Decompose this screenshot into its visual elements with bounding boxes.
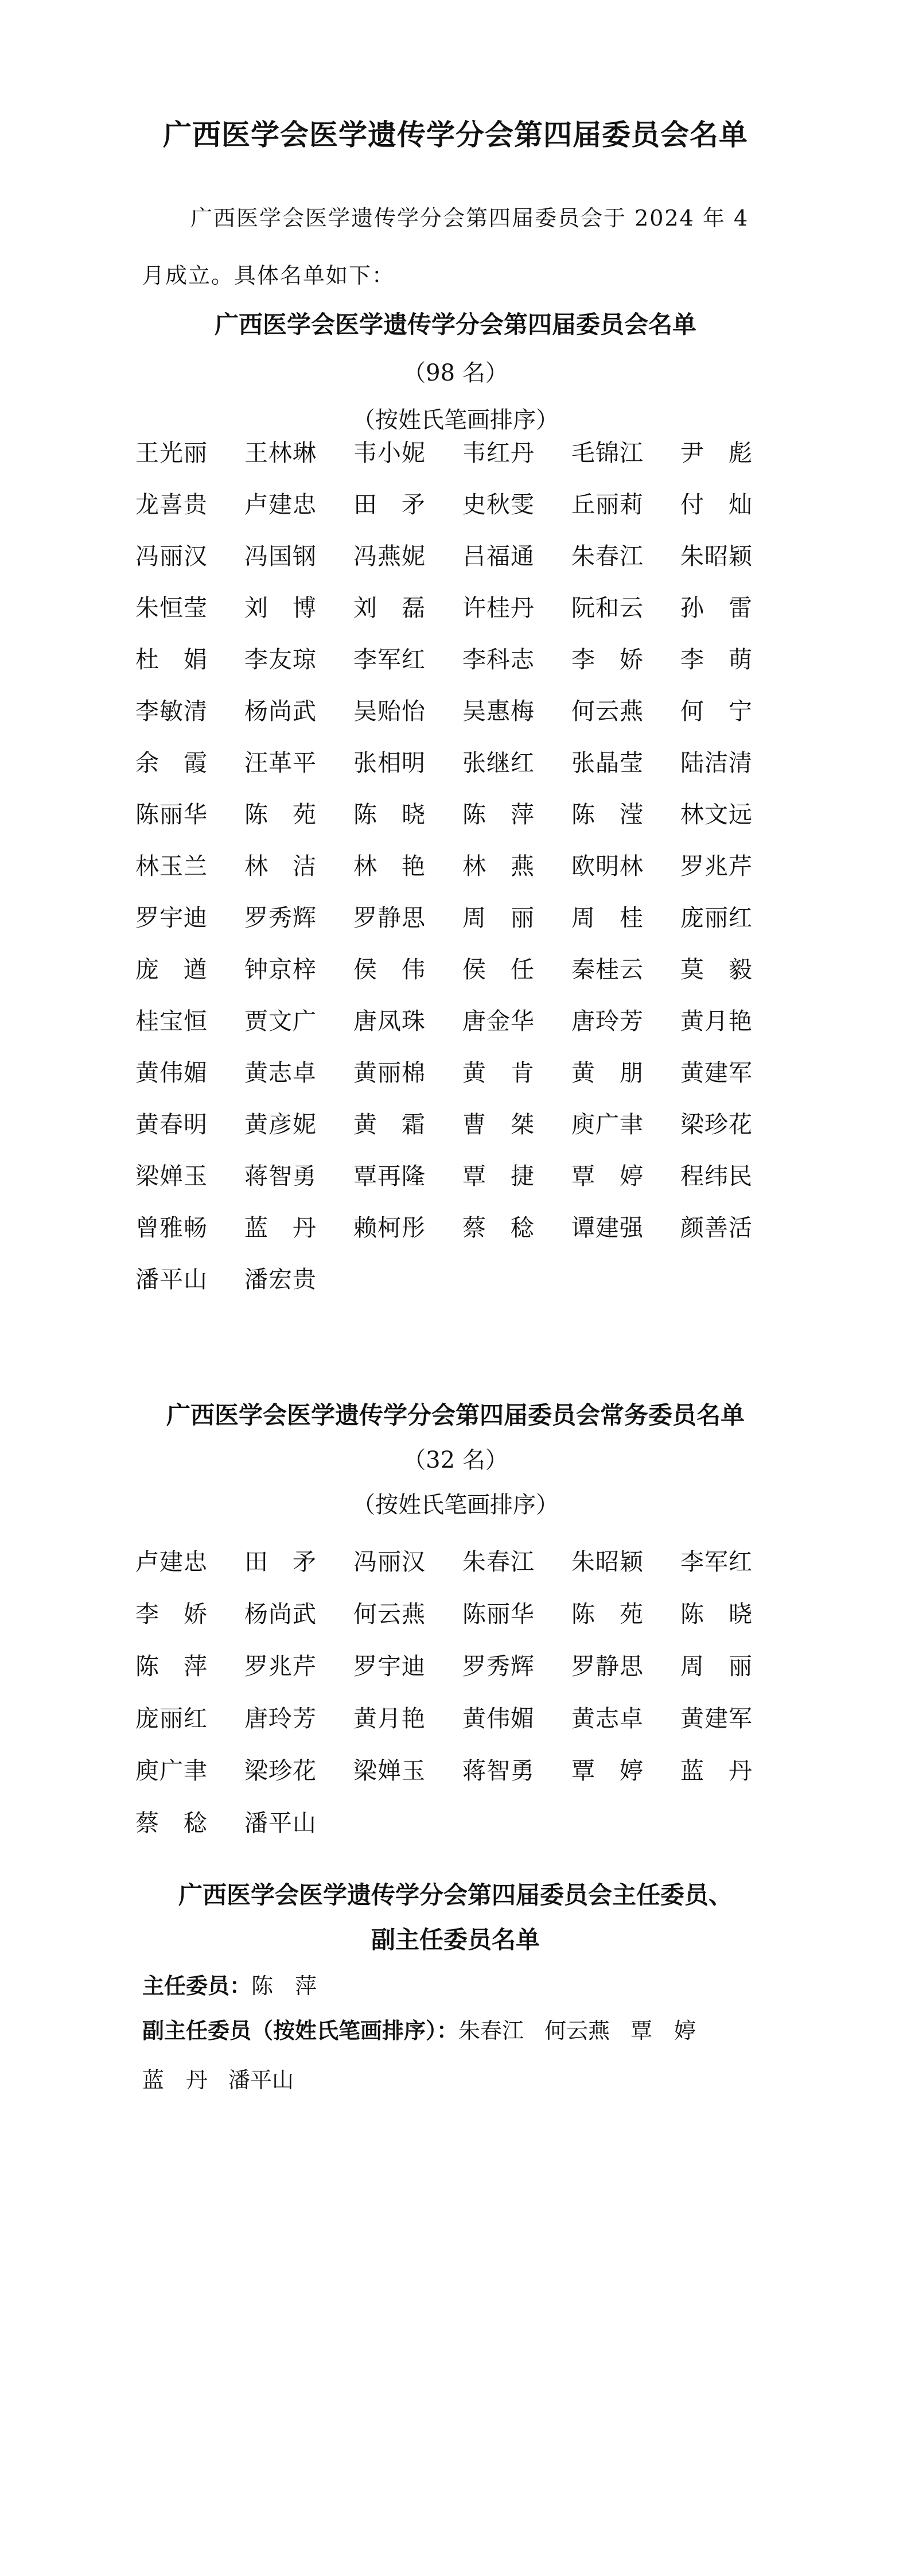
vice-chair-line-2	[142, 2063, 785, 2097]
member-name: 覃 捷	[462, 1162, 535, 1190]
member-name: 庞丽红	[135, 1705, 208, 1732]
member-name: 蓝 丹	[680, 1757, 753, 1784]
member-name: 唐玲芳	[571, 1007, 644, 1035]
member-name: 贾文广	[244, 1007, 317, 1035]
member-name: 黄月艳	[680, 1007, 753, 1035]
member-name: 何云燕	[353, 1600, 426, 1628]
member-name: 唐金华	[462, 1007, 535, 1035]
member-name: 陈 苑	[244, 800, 317, 828]
member-name: 黄建军	[680, 1705, 753, 1732]
member-name: 吕福通	[462, 542, 535, 570]
members-count: （98 名）	[403, 360, 508, 386]
member-name: 杜 娟	[135, 645, 208, 673]
member-name: 黄伟媚	[462, 1705, 535, 1732]
vice-chair-line	[142, 2014, 785, 2048]
member-name: 罗秀辉	[462, 1652, 535, 1680]
member-name: 颜善活	[680, 1213, 753, 1242]
standing-order-note: （按姓氏笔画排序）	[352, 1492, 559, 1518]
member-name: 庾广聿	[135, 1757, 208, 1784]
vice-chair-name: 何云燕	[544, 2018, 610, 2043]
member-name: 林 燕	[462, 852, 535, 880]
member-name: 陈 晓	[680, 1600, 753, 1628]
member-name: 周 桂	[571, 903, 644, 932]
member-name: 罗宇迪	[135, 903, 208, 932]
member-name: 杨尚武	[244, 697, 317, 725]
member-name: 韦红丹	[462, 439, 535, 467]
member-name: 覃 婷	[571, 1162, 644, 1190]
member-name: 梁珍花	[680, 1110, 753, 1138]
member-name: 张相明	[353, 748, 426, 777]
member-name: 覃再隆	[353, 1162, 426, 1190]
vice-chair-name: 潘平山	[228, 2067, 294, 2093]
member-name: 陈 晓	[353, 800, 426, 828]
member-name: 许桂丹	[462, 593, 535, 622]
vice-chair-name: 覃 婷	[630, 2018, 696, 2043]
member-name: 黄 霜	[353, 1110, 426, 1138]
member-name: 余 霞	[135, 748, 208, 777]
member-name: 李 萌	[680, 645, 753, 673]
standing-name-grid	[135, 1534, 778, 1847]
vice-chair-label: 副主任委员（按姓氏笔画排序）：	[142, 2018, 459, 2043]
member-name: 曾雅畅	[135, 1213, 208, 1242]
chair-line	[142, 1969, 785, 2003]
member-name: 阮和云	[571, 593, 644, 622]
member-name: 陈 萍	[135, 1652, 208, 1680]
member-name: 李军红	[680, 1548, 753, 1576]
member-name: 黄 肯	[462, 1058, 535, 1087]
member-name: 庾广聿	[571, 1110, 644, 1138]
member-name: 李 娇	[135, 1600, 208, 1628]
member-name: 蔡 稔	[135, 1809, 208, 1837]
member-name: 林玉兰	[135, 852, 208, 880]
member-name: 唐玲芳	[244, 1705, 317, 1732]
member-name: 丘丽莉	[571, 490, 644, 518]
member-name: 蒋智勇	[462, 1757, 535, 1784]
member-name: 李 娇	[571, 645, 644, 673]
vice-chair-name: 朱春江	[458, 2018, 524, 2043]
member-name: 李敏清	[135, 697, 208, 725]
member-name: 朱昭颖	[680, 542, 753, 570]
member-name: 秦桂云	[571, 955, 644, 983]
member-name: 罗宇迪	[353, 1652, 426, 1680]
member-name: 桂宝恒	[135, 1007, 208, 1035]
leadership-title-line2: 副主任委员名单	[371, 1926, 540, 1954]
member-name: 罗秀辉	[244, 903, 317, 932]
member-name: 何 宁	[680, 697, 753, 725]
member-name: 蓝 丹	[244, 1213, 317, 1242]
member-name: 田 矛	[244, 1548, 317, 1576]
member-name: 程纬民	[680, 1162, 753, 1190]
page-title: 广西医学会医学遗传学分会第四届委员会名单	[163, 118, 748, 152]
member-name: 钟京梓	[244, 955, 317, 983]
member-name: 蒋智勇	[244, 1162, 317, 1190]
member-name: 林文远	[680, 800, 753, 828]
standing-count: （32 名）	[403, 1447, 508, 1473]
member-name: 罗兆芹	[680, 852, 753, 880]
intro-paragraph: 广西医学会医学遗传学分会第四届委员会于 2024 年 4 月成立。具体名单如下：	[142, 205, 749, 288]
member-name: 潘平山	[244, 1809, 317, 1837]
member-name: 黄伟媚	[135, 1058, 208, 1087]
member-name: 冯燕妮	[353, 542, 426, 570]
member-name: 潘平山	[135, 1265, 208, 1293]
member-name: 刘 磊	[353, 593, 426, 622]
member-name: 梁婵玉	[135, 1162, 208, 1190]
member-name: 林 洁	[244, 852, 317, 880]
member-name: 王林琳	[244, 439, 317, 467]
member-name: 梁婵玉	[353, 1757, 426, 1784]
member-name: 罗兆芹	[244, 1652, 317, 1680]
member-name: 尹 彪	[680, 439, 753, 467]
member-name: 毛锦江	[571, 439, 644, 467]
chair-name: 陈 萍	[251, 1973, 317, 1999]
member-name: 黄春明	[135, 1110, 208, 1138]
member-name: 杨尚武	[244, 1600, 317, 1628]
member-name: 潘宏贵	[244, 1265, 317, 1293]
member-name: 吴惠梅	[462, 697, 535, 725]
leadership-title-line1: 广西医学会医学遗传学分会第四届委员会主任委员、	[178, 1881, 733, 1909]
member-name: 陈丽华	[462, 1600, 535, 1628]
member-name: 冯丽汉	[135, 542, 208, 570]
member-name: 刘 博	[244, 593, 317, 622]
member-name: 韦小妮	[353, 439, 426, 467]
member-name: 侯 伟	[353, 955, 426, 983]
members-order-note: （按姓氏笔画排序）	[352, 407, 559, 433]
member-name: 史秋雯	[462, 490, 535, 518]
member-name: 黄月艳	[353, 1705, 426, 1732]
member-name: 黄建军	[680, 1058, 753, 1087]
member-name: 蔡 稔	[462, 1213, 535, 1242]
member-name: 龙喜贵	[135, 490, 208, 518]
member-name: 汪革平	[244, 748, 317, 777]
member-name: 陈 苑	[571, 1600, 644, 1628]
member-name: 王光丽	[135, 439, 208, 467]
member-name: 梁珍花	[244, 1757, 317, 1784]
member-name: 张晶莹	[571, 748, 644, 777]
member-name: 周 丽	[680, 1652, 753, 1680]
chair-label: 主任委员：	[142, 1973, 252, 1999]
member-name: 李科志	[462, 645, 535, 673]
member-name: 黄志卓	[571, 1705, 644, 1732]
member-name: 赖柯彤	[353, 1213, 426, 1242]
member-name: 陈 滢	[571, 800, 644, 828]
member-name: 陈丽华	[135, 800, 208, 828]
standing-section-title: 广西医学会医学遗传学分会第四届委员会常务委员名单	[166, 1401, 745, 1429]
member-name: 朱春江	[462, 1548, 535, 1576]
member-name: 黄丽棉	[353, 1058, 426, 1087]
member-name: 莫 毅	[680, 955, 753, 983]
members-section-title: 广西医学会医学遗传学分会第四届委员会名单	[214, 311, 696, 339]
member-name: 付 灿	[680, 490, 753, 518]
member-name: 冯丽汉	[353, 1548, 426, 1576]
member-name: 李军红	[353, 645, 426, 673]
member-name: 庞 遒	[135, 955, 208, 983]
member-name: 黄志卓	[244, 1058, 317, 1087]
member-name: 陈 萍	[462, 800, 535, 828]
member-name: 陆洁清	[680, 748, 753, 777]
member-name: 谭建强	[571, 1213, 644, 1242]
member-name: 吴贻怡	[353, 697, 426, 725]
member-name: 庞丽红	[680, 903, 753, 932]
member-name: 罗静思	[353, 903, 426, 932]
member-name: 曹 桀	[462, 1110, 535, 1138]
member-name: 何云燕	[571, 697, 644, 725]
member-name: 田 矛	[353, 490, 426, 518]
member-name: 黄彦妮	[244, 1110, 317, 1138]
member-name: 覃 婷	[571, 1757, 644, 1784]
member-name: 张继红	[462, 748, 535, 777]
member-name: 朱春江	[571, 542, 644, 570]
members-name-grid	[135, 425, 778, 1303]
member-name: 林 艳	[353, 852, 426, 880]
member-name: 孙 雷	[680, 593, 753, 622]
member-name: 侯 任	[462, 955, 535, 983]
member-name: 李友琼	[244, 645, 317, 673]
member-name: 黄 朋	[571, 1058, 644, 1087]
vice-chair-name: 蓝 丹	[142, 2067, 208, 2093]
member-name: 卢建忠	[244, 490, 317, 518]
member-name: 冯国钢	[244, 542, 317, 570]
member-name: 朱昭颖	[571, 1548, 644, 1576]
member-name: 罗静思	[571, 1652, 644, 1680]
member-name: 周 丽	[462, 903, 535, 932]
member-name: 卢建忠	[135, 1548, 208, 1576]
member-name: 欧明林	[571, 852, 644, 880]
member-name: 唐凤珠	[353, 1007, 426, 1035]
member-name: 朱恒莹	[135, 593, 208, 622]
